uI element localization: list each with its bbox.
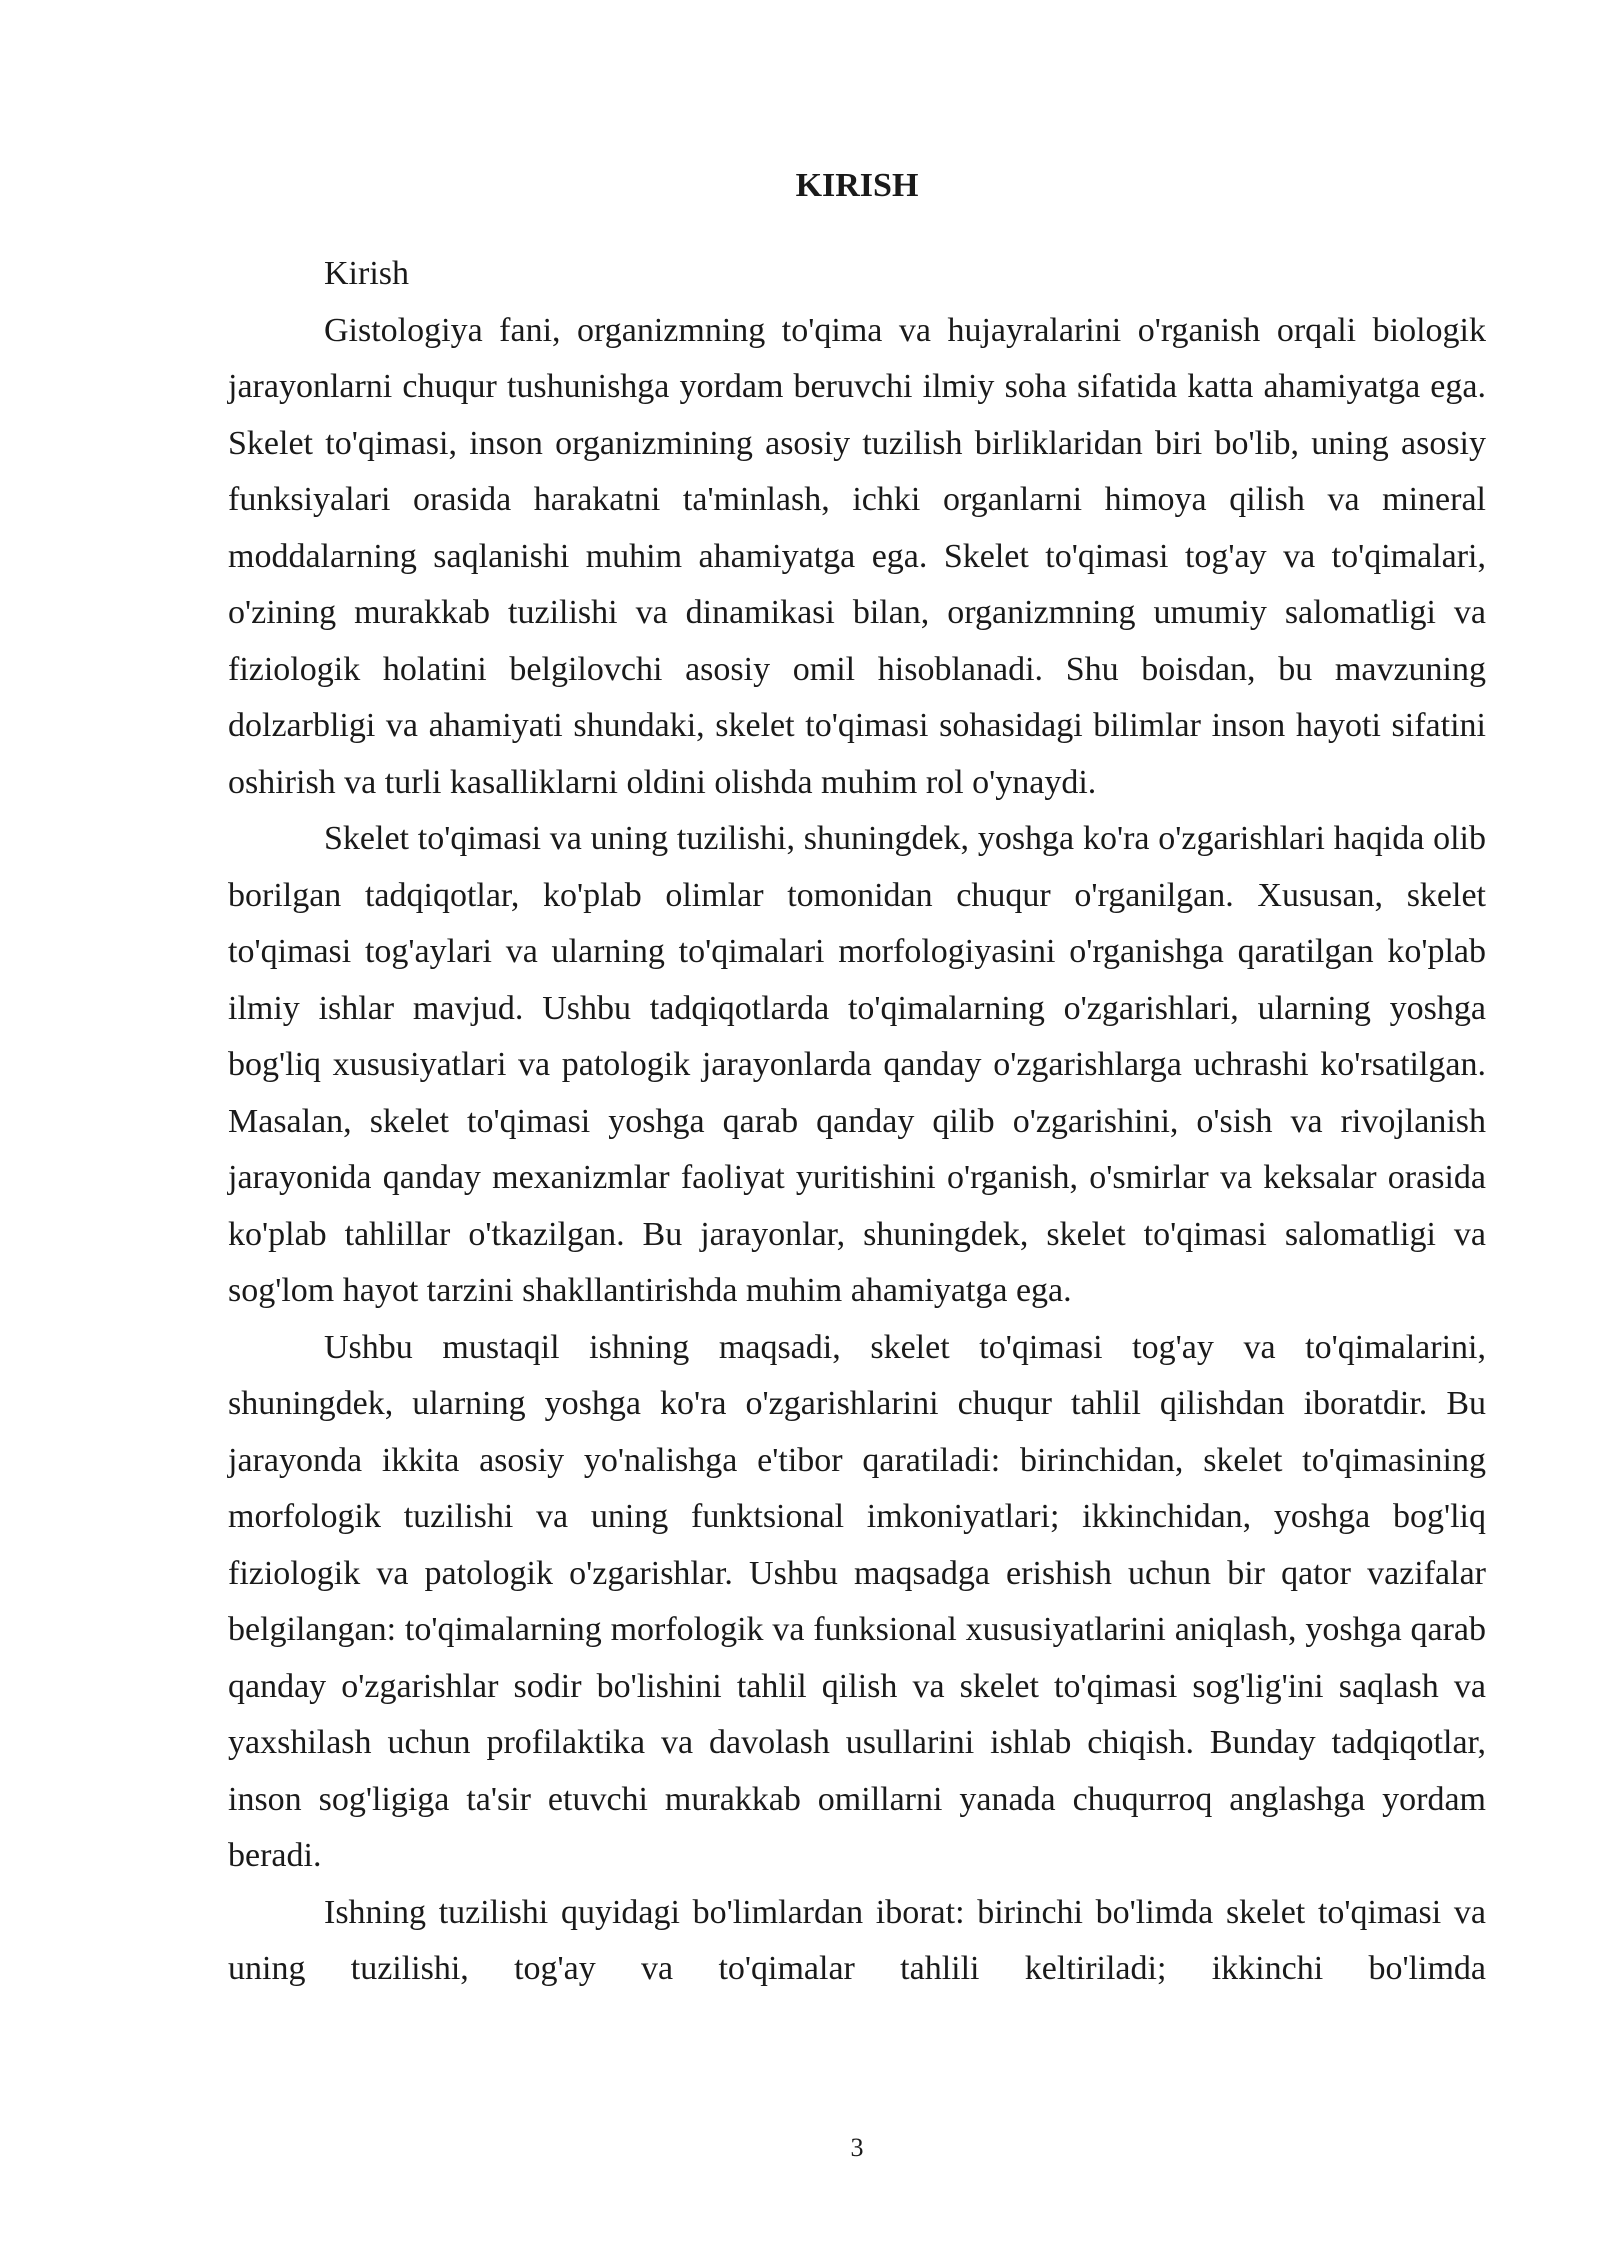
- paragraph: Ushbu mustaqil ishning maqsadi, skelet to'qimasi tog'ay va to'qimalarini, shuningdek, ularning yoshga ko'ra o'zgarishlarini chuqur tahlil qilishdan iboratdir. Bu jarayonda ikkita asosiy yo'nalishga e'tibor qaratiladi: birinchidan, skelet to'qimasining morfologik tuzilishi va uning funktsional imkoniyatlari; ikkinchidan, yoshga bog'liq fiziologik va patologik o'zgarishlar. Ushbu maqsadga erishish uchun bir qator vazifalar belgilangan: to'qimalarning morfologik va funksional xususiyatlarini aniqlash, yoshga qarab qanday o'zgarishlar sodir bo'lishini tahlil qilish va skelet to'qimasi sog'lig'ini saqlash va yaxshilash uchun profilaktika va davolash usullarini ishlab chiqish. Bunday tadqiqotlar, inson sog'ligiga ta'sir etuvchi murakkab omillarni yanada chuqurroq anglashga yordam beradi.: [228, 1328, 1486, 1874]
- body-text: [228, 246, 1486, 1998]
- paragraph-subheading: Kirish: [324, 255, 409, 292]
- paragraph: Skelet to'qimasi va uning tuzilishi, shuningdek, yoshga ko'ra o'zgarishlari haqida olib borilgan tadqiqotlar, ko'plab olimlar tomonidan chuqur o'rganilgan. Xususan, skelet to'qimasi tog'aylari va ularning to'qimalari morfologiyasini o'rganishga qaratilgan ko'plab ilmiy ishlar mavjud. Ushbu tadqiqotlarda to'qimalarning o'zgarishlari, ularning yoshga bog'liq xususiyatlari va patologik jarayonlarda qanday o'zgarishlarga uchrashi ko'rsatilgan. Masalan, skelet to'qimasi yoshga qarab qanday qilib o'zgarishini, o'sish va rivojlanish jarayonida qanday mexanizmlar faoliyat yuritishini o'rganish, o'smirlar va keksalar orasida ko'plab tahlillar o'tkazilgan. Bu jarayonlar, shuningdek, skelet to'qimasi salomatligi va sog'lom hayot tarzini shakllantirishda muhim ahamiyatga ega.: [228, 820, 1486, 1309]
- paragraph: Ishning tuzilishi quyidagi bo'limlardan iborat: birinchi bo'limda skelet to'qimasi va uning tuzilishi, tog'ay va to'qimalar tahlili keltiriladi; ikkinchi bo'limda: [228, 1893, 1486, 1987]
- page-title: KIRISH: [795, 167, 919, 204]
- document-page: [228, 0, 1486, 2262]
- page-number: 3: [850, 2133, 864, 2162]
- paragraph: Gistologiya fani, organizmning to'qima va hujayralarini o'rganish orqali biologik jarayonlarni chuqur tushunishga yordam beruvchi ilmiy soha sifatida katta ahamiyatga ega. Skelet to'qimasi, inson organizmining asosiy tuzilish birliklaridan biri bo'lib, uning asosiy funksiyalari orasida harakatni ta'minlash, ichki organlarni himoya qilish va mineral moddalarning saqlanishi muhim ahamiyatga ega. Skelet to'qimasi tog'ay va to'qimalari, o'zining murakkab tuzilishi va dinamikasi bilan, organizmning umumiy salomatligi va fiziologik holatini belgilovchi asosiy omil hisoblanadi. Shu boisdan, bu mavzuning dolzarbligi va ahamiyati shundaki, skelet to'qimasi sohasidagi bilimlar inson hayoti sifatini oshirish va turli kasalliklarni oldini olishda muhim rol o'ynaydi.: [228, 311, 1486, 801]
